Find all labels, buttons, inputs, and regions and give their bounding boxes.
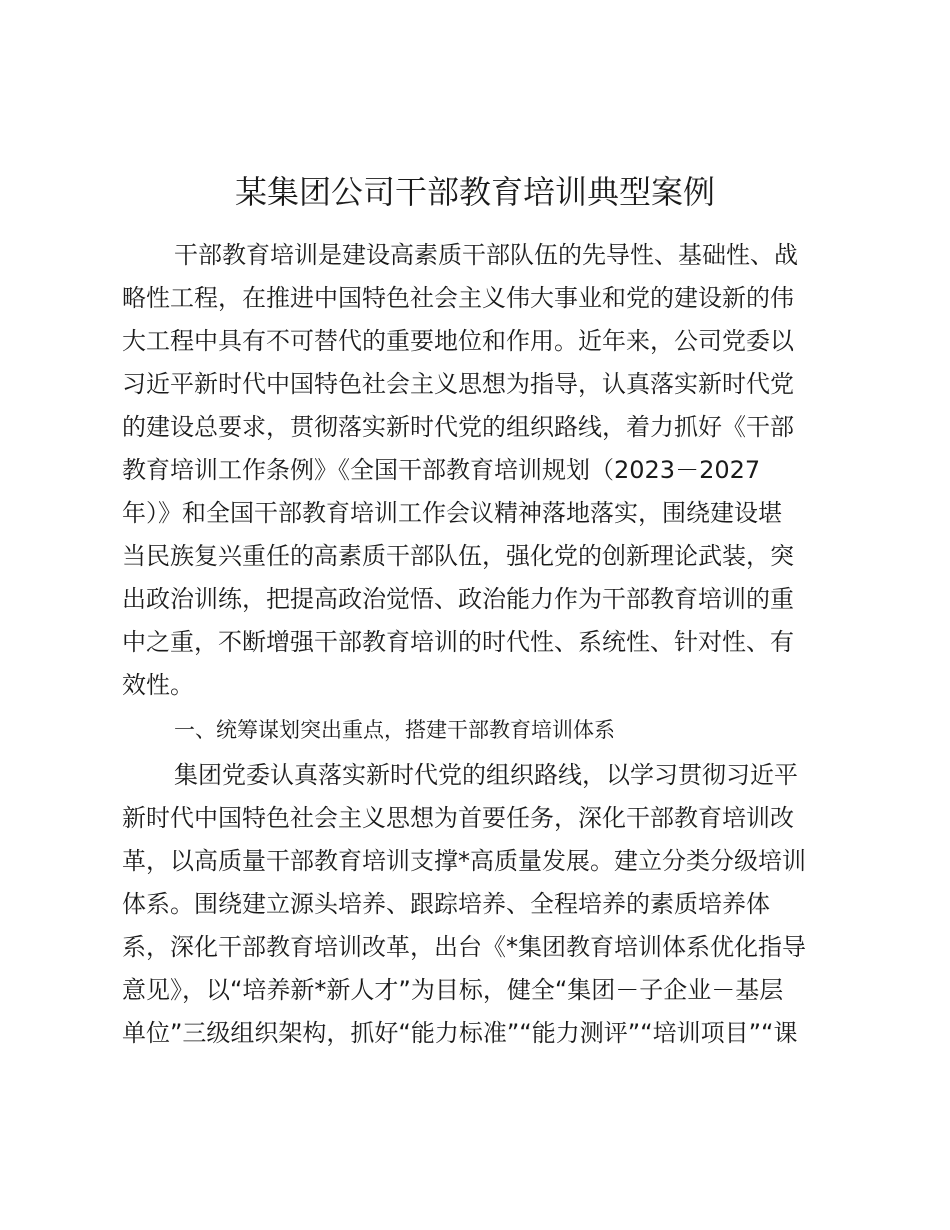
paragraph-2-line-2: 新时代中国特色社会主义思想为首要任务，深化干部教育培训改 <box>122 804 794 832</box>
paragraph-1-line-1: 干部教育培训是建设高素质干部队伍的先导性、基础性、战 <box>174 241 798 269</box>
paragraph-2-line-6: 意见》，以“培养新*新人才”为目标，健全“集团－子企业－基层 <box>122 976 784 1004</box>
paragraph-1-line-7: 年）》和全国干部教育培训工作会议精神落地落实，围绕建设堪 <box>122 499 782 527</box>
paragraph-2-line-1: 集团党委认真落实新时代党的组织路线，以学习贯彻习近平 <box>174 761 798 789</box>
paragraph-1-line-3: 大工程中具有不可替代的重要地位和作用。近年来，公司党委以 <box>122 327 794 355</box>
paragraph-1-line-10: 中之重，不断增强干部教育培训的时代性、系统性、针对性、有 <box>122 628 794 656</box>
paragraph-1-line-9: 出政治训练，把提高政治觉悟、政治能力作为干部教育培训的重 <box>122 585 794 613</box>
paragraph-1-line-11: 效性。 <box>122 671 194 699</box>
paragraph-2-line-7: 单位”三级组织架构，抓好“能力标准”“能力测评”“培训项目”“课 <box>122 1019 798 1047</box>
paragraph-2-line-3: 革，以高质量干部教育培训支撑*高质量发展。建立分类分级培训 <box>122 847 806 875</box>
paragraph-1-line-5: 的建设总要求，贯彻落实新时代党的组织路线，着力抓好《干部 <box>122 413 794 441</box>
document-title: 某集团公司干部教育培训典型案例 <box>234 173 715 211</box>
paragraph-1-line-4: 习近平新时代中国特色社会主义思想为指导，认真落实新时代党 <box>122 370 794 398</box>
paragraph-1-line-6: 教育培训工作条例》《全国干部教育培训规划（2023－2027 <box>122 456 761 484</box>
paragraph-1-line-2: 略性工程，在推进中国特色社会主义伟大事业和党的建设新的伟 <box>122 284 794 312</box>
paragraph-2-line-4: 体系。围绕建立源头培养、跟踪培养、全程培养的素质培养体 <box>122 890 770 918</box>
paragraph-2-line-5: 系，深化干部教育培训改革，出台《*集团教育培训体系优化指导 <box>122 933 806 961</box>
section-1-heading: 一、统筹谋划突出重点，搭建干部教育培训体系 <box>174 718 615 742</box>
paragraph-1-line-8: 当民族复兴重任的高素质干部队伍，强化党的创新理论武装，突 <box>122 542 794 570</box>
